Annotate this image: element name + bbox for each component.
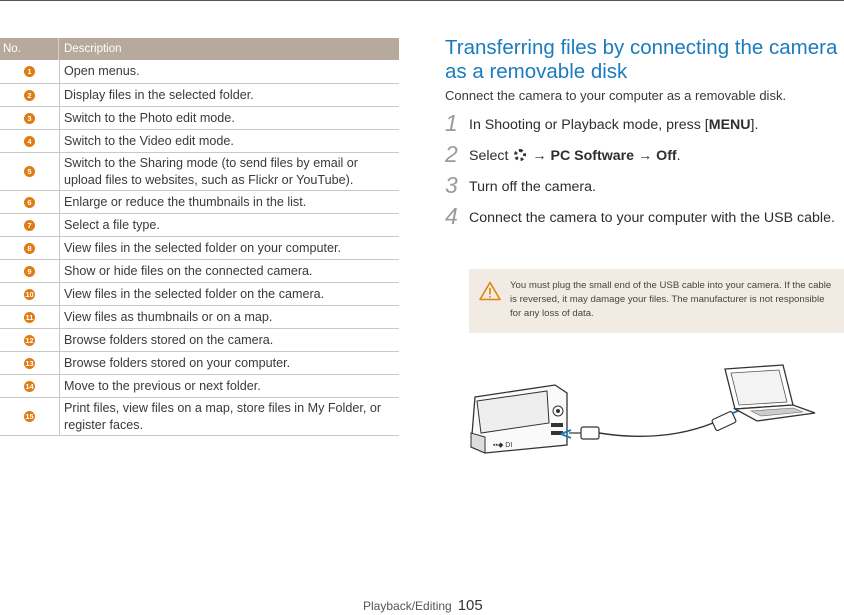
row-number-cell (0, 329, 60, 351)
number-badge: 5 (24, 166, 35, 177)
step-1 (445, 110, 840, 136)
number-badge: 10 (25, 289, 34, 299)
arrow-icon: → (532, 148, 547, 164)
number-badge: 7 (24, 220, 35, 231)
number-badge: 9 (24, 266, 35, 277)
table-row (0, 352, 399, 375)
table-header (0, 38, 399, 60)
camera-icon (471, 385, 567, 453)
step-text-end: . (676, 148, 681, 164)
row-number-cell (0, 130, 60, 152)
number-badge: 2 (24, 90, 35, 101)
row-number-cell (0, 107, 60, 129)
pc-software-label: PC Software (550, 148, 635, 164)
row-number-cell (0, 214, 60, 236)
step-number: 2 (445, 141, 458, 167)
number-badge: 3 (24, 113, 35, 124)
number-badge: 13 (25, 358, 34, 368)
row-number-cell (0, 352, 60, 374)
caution-note (469, 269, 844, 333)
table-row (0, 375, 399, 398)
step-number: 4 (445, 203, 458, 229)
number-badge: 12 (25, 335, 34, 345)
step-text: Connect the camera to your computer with the USB cable. (469, 210, 835, 226)
row-number-cell (0, 60, 60, 83)
row-description: Show or hide files on the connected camera. (64, 263, 313, 278)
description-table (0, 38, 399, 436)
table-row (0, 329, 399, 352)
table-row (0, 237, 399, 260)
table-body (0, 60, 399, 436)
number-badge: 4 (24, 136, 35, 147)
top-rule (0, 0, 844, 1)
header-no: No. (0, 38, 59, 60)
row-description: Switch to the Sharing mode (to send files by email or upload files to websites, such as Flickr or YouTube). (64, 155, 358, 187)
note-text: You must plug the small end of the USB cable into your camera. If the cable is reversed, it may damage your files. The manufacturer is not responsible for any loss of data. (510, 280, 832, 319)
row-number-cell (0, 191, 60, 213)
row-number-cell (0, 375, 60, 397)
number-badge: 1 (24, 66, 35, 77)
number-badge: 8 (24, 243, 35, 254)
arrow-icon: → (638, 148, 653, 164)
section-title: Transferring files by connecting the camera as a removable disk (445, 36, 838, 83)
settings-gear-icon (514, 149, 526, 161)
table-row (0, 84, 399, 107)
step-3 (445, 172, 840, 198)
page-number: 105 (457, 597, 483, 614)
camera-usb-laptop-illustration (463, 363, 823, 458)
row-description: View files in the selected folder on your computer. (64, 240, 341, 255)
table-row (0, 214, 399, 237)
table-row (0, 107, 399, 130)
row-number-cell (0, 84, 60, 106)
laptop-icon (725, 365, 815, 421)
row-number-cell (0, 237, 60, 259)
table-row (0, 260, 399, 283)
footer-section: Playback/Editing (363, 599, 452, 613)
usb-cable (561, 404, 743, 439)
step-text: Turn off the camera. (469, 179, 596, 195)
table-row (0, 191, 399, 214)
row-description: View files as thumbnails or on a map. (64, 309, 273, 324)
row-description: Switch to the Video edit mode. (64, 133, 234, 148)
section-intro: Connect the camera to your computer as a removable disk. (445, 88, 787, 103)
number-badge: 11 (25, 312, 34, 322)
row-number-cell (0, 260, 60, 282)
row-number-cell (0, 398, 60, 435)
row-description: Browse folders stored on your computer. (64, 355, 291, 370)
header-description: Description (64, 43, 122, 55)
warning-triangle-icon (479, 281, 501, 301)
row-description: Print files, view files on a map, store files in My Folder, or register faces. (64, 400, 382, 432)
row-description: Browse folders stored on the camera. (64, 332, 274, 347)
table-row (0, 130, 399, 153)
row-description: Switch to the Photo edit mode. (64, 110, 235, 125)
row-number-cell (0, 153, 60, 190)
table-row (0, 306, 399, 329)
row-description: View files in the selected folder on the camera. (64, 286, 325, 301)
menu-key: MENU (708, 117, 751, 133)
off-label: Off (656, 148, 677, 164)
step-number: 3 (445, 172, 458, 198)
step-text: Select (469, 148, 509, 164)
row-description: Open menus. (64, 64, 140, 78)
page-footer (363, 597, 483, 614)
step-text: In Shooting or Playback mode, press [ (469, 117, 709, 133)
row-description: Select a file type. (64, 217, 160, 232)
number-badge: 15 (25, 412, 34, 421)
number-badge: 14 (25, 381, 34, 391)
step-text-end: ]. (750, 117, 759, 133)
table-row (0, 398, 399, 436)
step-4 (445, 203, 840, 229)
number-badge: 6 (24, 197, 35, 208)
row-description: Display files in the selected folder. (64, 87, 254, 102)
section-content (445, 36, 840, 229)
row-description: Move to the previous or next folder. (64, 378, 261, 393)
svg-text:▪▪◆ DI: ▪▪◆ DI (493, 442, 513, 449)
table-row (0, 283, 399, 306)
row-number-cell (0, 283, 60, 305)
row-number-cell (0, 306, 60, 328)
step-2 (445, 141, 840, 167)
step-number: 1 (445, 110, 458, 136)
table-row (0, 60, 399, 84)
row-description: Enlarge or reduce the thumbnails in the list. (64, 194, 307, 209)
table-row (0, 153, 399, 191)
